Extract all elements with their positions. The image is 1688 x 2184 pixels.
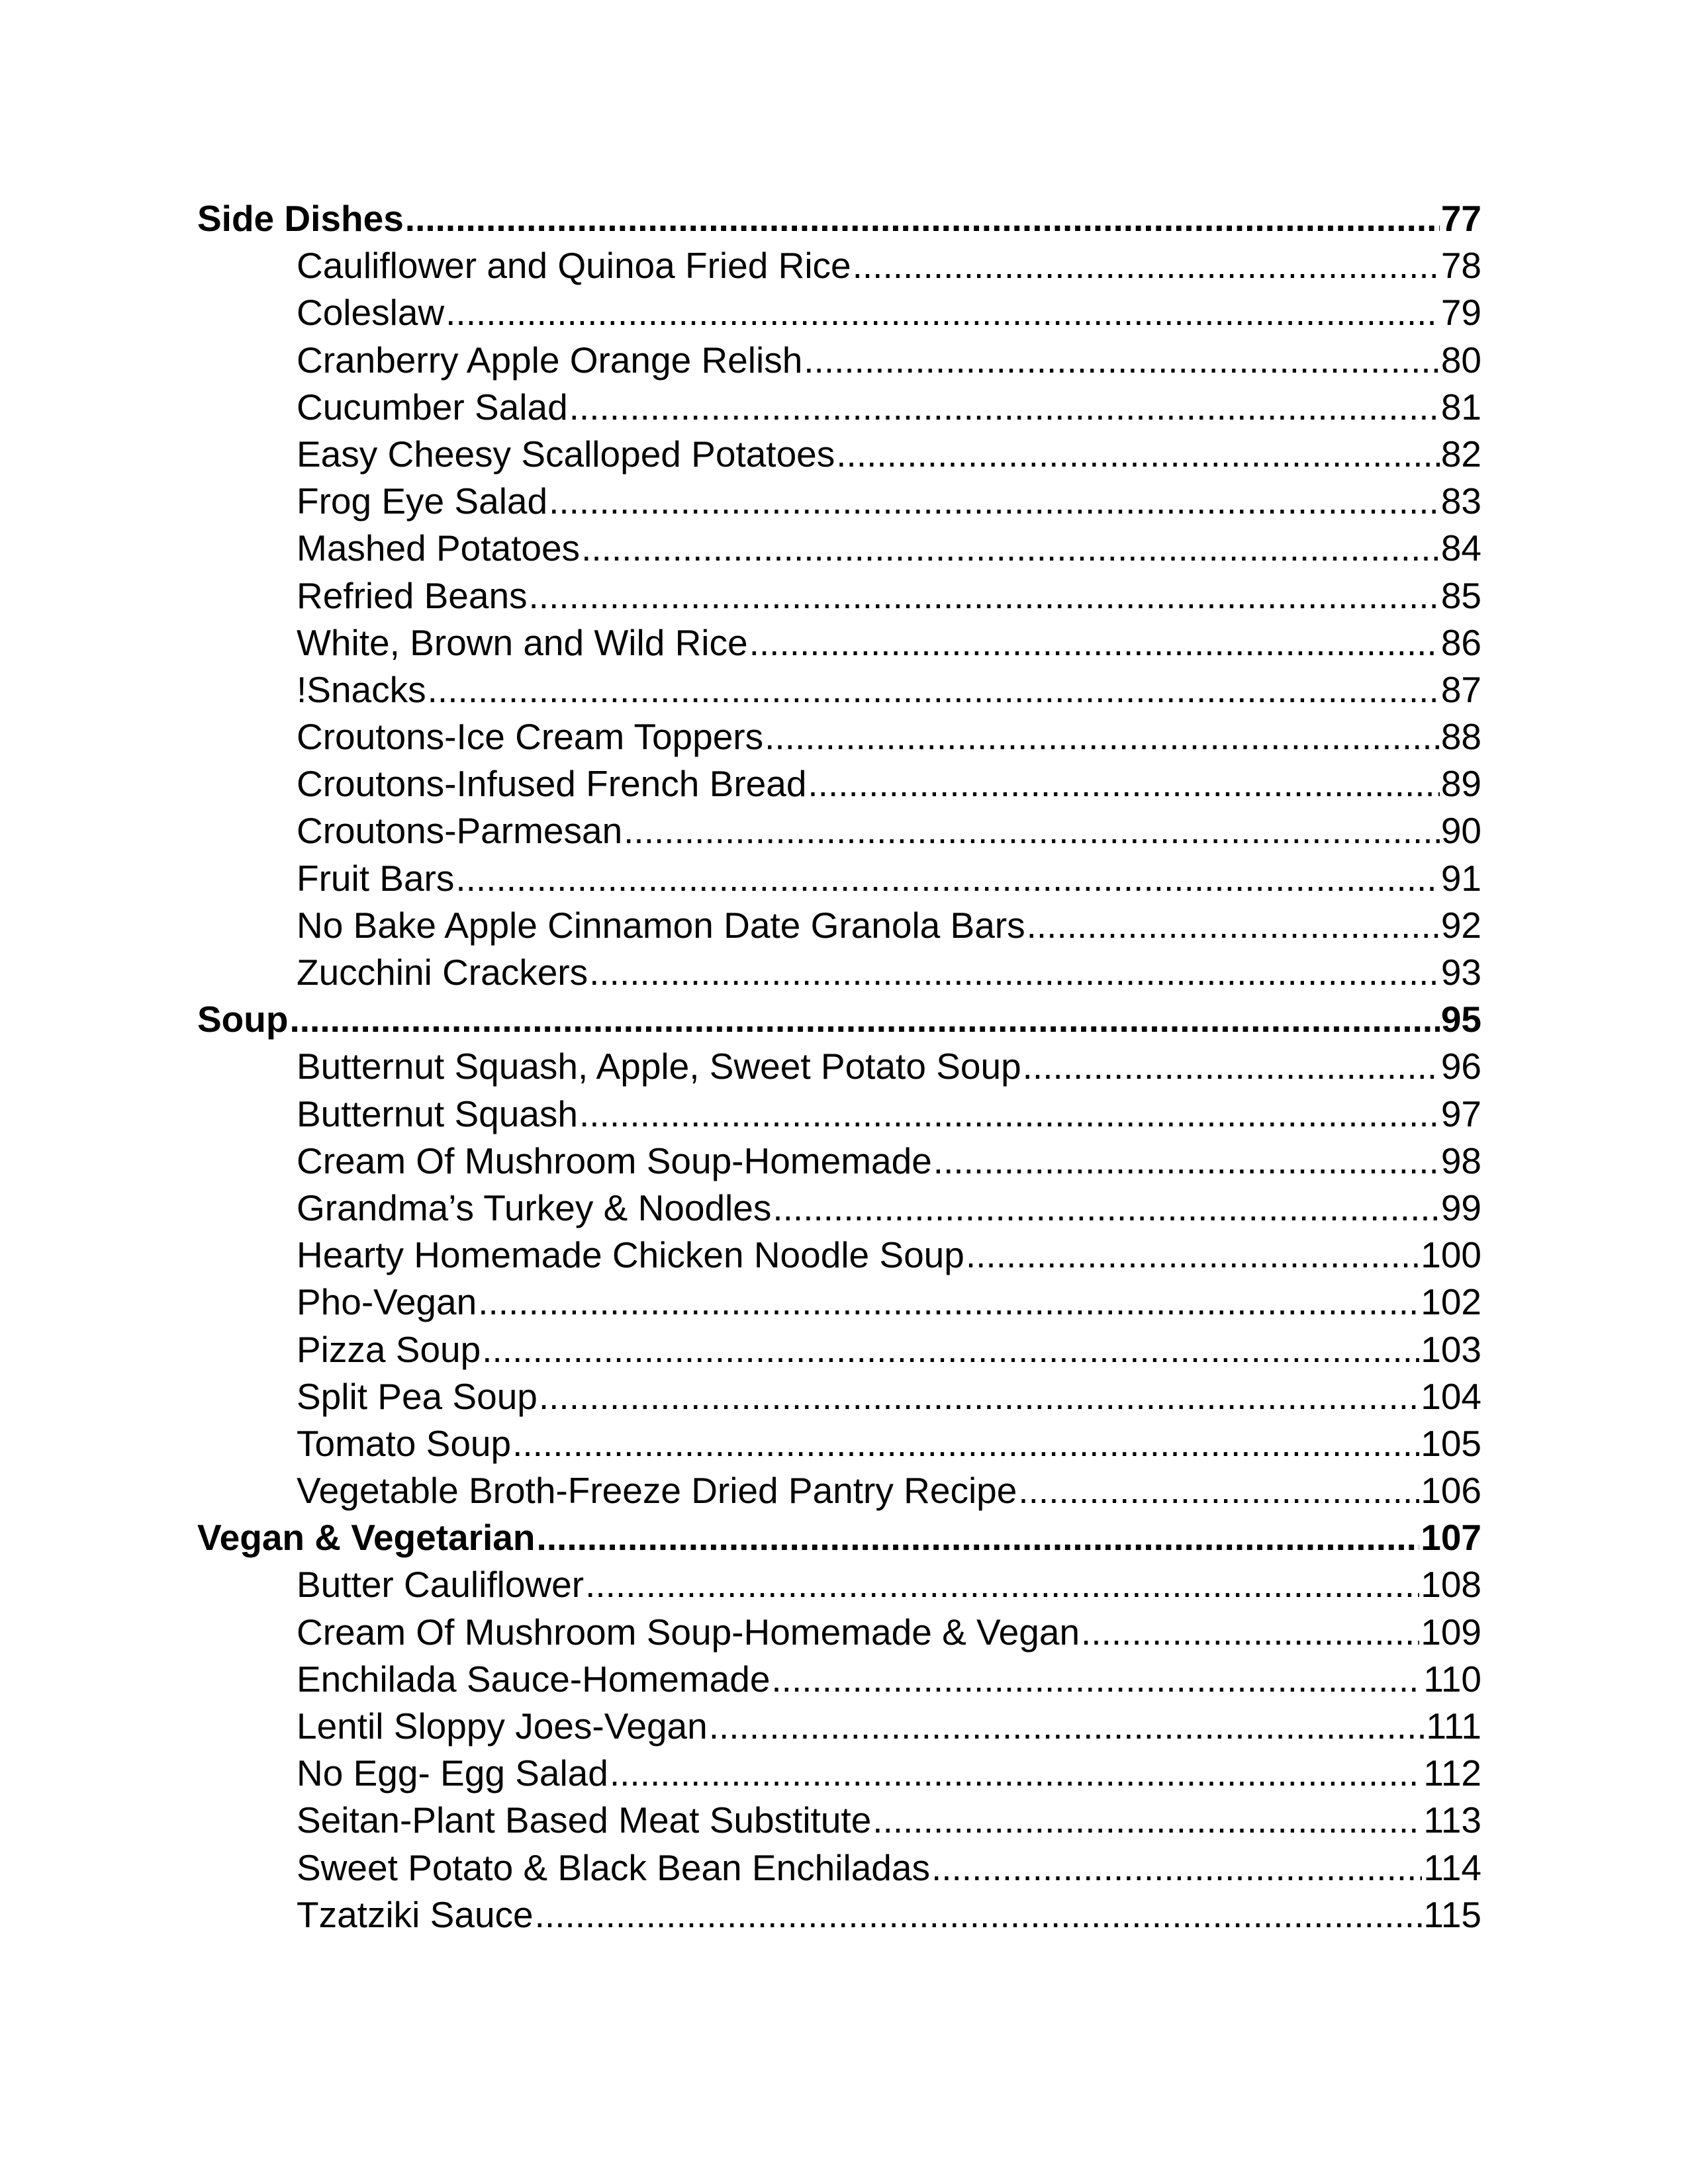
section-title: Side Dishes <box>197 198 404 239</box>
toc-entry[interactable] <box>197 337 1481 384</box>
entry-title: Cauliflower and Quinoa Fried Rice <box>297 245 851 287</box>
dot-leader <box>765 713 1440 760</box>
dot-leader <box>624 807 1440 854</box>
dot-leader <box>872 1797 1422 1844</box>
dot-leader <box>931 1844 1422 1891</box>
entry-title: Butternut Squash <box>297 1093 579 1134</box>
dot-leader <box>537 1514 1420 1561</box>
toc-entry[interactable] <box>197 1138 1481 1185</box>
entry-title: White, Brown and Wild Rice <box>297 621 748 663</box>
entry-title: !Snacks <box>297 668 426 710</box>
entry-title: Seitan-Plant Based Meat Substitute <box>297 1799 872 1841</box>
entry-title: Split Pea Soup <box>297 1375 538 1417</box>
dot-leader <box>933 1138 1440 1185</box>
page-number: 109 <box>1421 1611 1481 1653</box>
page-number: 97 <box>1440 1093 1481 1134</box>
page-number: 103 <box>1421 1328 1481 1370</box>
page-number: 111 <box>1426 1706 1481 1747</box>
page-number: 79 <box>1440 292 1481 334</box>
entry-title: Pizza Soup <box>297 1328 481 1370</box>
entry-title: No Bake Apple Cinnamon Date Granola Bars <box>297 904 1025 946</box>
dot-leader <box>771 1656 1422 1703</box>
entry-title: Refried Beans <box>297 574 528 616</box>
dot-leader <box>529 572 1440 619</box>
dot-leader <box>482 1326 1419 1373</box>
entry-title: Grandma’s Turkey & Noodles <box>297 1187 772 1228</box>
page-number: 98 <box>1440 1140 1481 1181</box>
dot-leader <box>853 242 1440 289</box>
section-title: Soup <box>197 999 289 1040</box>
toc-entry[interactable] <box>197 1797 1481 1844</box>
dot-leader <box>512 1420 1419 1467</box>
entry-title: Hearty Homemade Chicken Noodle Soup <box>297 1234 964 1276</box>
page-number: 85 <box>1440 574 1481 616</box>
toc-entry[interactable] <box>197 619 1481 666</box>
dot-leader <box>589 949 1440 996</box>
toc-section-heading[interactable] <box>197 1514 1481 1561</box>
dot-leader <box>610 1750 1422 1797</box>
toc-entry[interactable] <box>197 760 1481 807</box>
toc-entry[interactable] <box>197 1420 1481 1467</box>
page-number: 108 <box>1421 1564 1481 1606</box>
page-number: 78 <box>1440 245 1481 287</box>
toc-entry[interactable] <box>197 1609 1481 1656</box>
toc-entry[interactable] <box>197 525 1481 572</box>
page-number: 89 <box>1440 763 1481 805</box>
entry-title: Tzatziki Sauce <box>297 1893 534 1935</box>
entry-title: Croutons-Ice Cream Toppers <box>297 716 764 758</box>
entry-title: Butternut Squash, Apple, Sweet Potato Soup <box>297 1046 1021 1087</box>
toc-entry[interactable] <box>197 1467 1481 1514</box>
dot-leader <box>1027 902 1440 949</box>
dot-leader <box>478 1279 1419 1326</box>
entry-title: Fruit Bars <box>297 857 455 899</box>
entry-title: Croutons-Infused French Bread <box>297 763 807 805</box>
toc-entry[interactable] <box>197 1279 1481 1326</box>
toc-entry[interactable] <box>197 431 1481 478</box>
page-number: 91 <box>1440 857 1481 899</box>
toc-entry[interactable] <box>197 1561 1481 1608</box>
toc-entry[interactable] <box>197 713 1481 760</box>
entry-title: Zucchini Crackers <box>297 952 588 993</box>
dot-leader <box>709 1703 1425 1750</box>
entry-title: Cream Of Mushroom Soup-Homemade & Vegan <box>297 1611 1080 1653</box>
entry-title: Easy Cheesy Scalloped Potatoes <box>297 433 835 475</box>
page-number: 92 <box>1440 904 1481 946</box>
page-number: 84 <box>1440 527 1481 569</box>
toc-entry[interactable] <box>197 1091 1481 1138</box>
page-number: 105 <box>1421 1422 1481 1464</box>
toc-entry[interactable] <box>197 1703 1481 1750</box>
dot-leader <box>579 1091 1440 1138</box>
dot-leader <box>405 195 1440 242</box>
page-number: 82 <box>1440 433 1481 475</box>
dot-leader <box>428 666 1440 713</box>
page-number: 83 <box>1440 480 1481 522</box>
entry-title: Butter Cauliflower <box>297 1564 585 1606</box>
toc-entry[interactable] <box>197 807 1481 854</box>
toc-entry[interactable] <box>197 855 1481 902</box>
toc-entry[interactable] <box>197 1185 1481 1232</box>
page-number: 114 <box>1423 1846 1481 1888</box>
toc-entry[interactable] <box>197 1326 1481 1373</box>
entry-title: Vegetable Broth-Freeze Dried Pantry Recipe <box>297 1470 1017 1512</box>
entry-title: No Egg- Egg Salad <box>297 1752 608 1794</box>
page-number: 77 <box>1440 198 1481 239</box>
dot-leader <box>1018 1467 1419 1514</box>
dot-leader <box>445 289 1440 336</box>
page-number: 110 <box>1423 1658 1481 1700</box>
toc-entry[interactable] <box>197 1844 1481 1891</box>
dot-leader <box>1023 1043 1440 1090</box>
page-number: 86 <box>1440 621 1481 663</box>
dot-leader <box>549 478 1440 525</box>
page-number: 107 <box>1421 1517 1481 1559</box>
entry-title: Cucumber Salad <box>297 386 568 428</box>
page-number: 96 <box>1440 1046 1481 1087</box>
toc-entry[interactable] <box>197 902 1481 949</box>
toc-section-heading[interactable] <box>197 996 1481 1043</box>
dot-leader <box>585 1561 1419 1608</box>
page-number: 99 <box>1440 1187 1481 1228</box>
page-number: 113 <box>1423 1799 1481 1841</box>
toc-entry[interactable] <box>197 1656 1481 1703</box>
page-number: 106 <box>1421 1470 1481 1512</box>
dot-leader <box>455 855 1439 902</box>
entry-title: Sweet Potato & Black Bean Enchiladas <box>297 1846 930 1888</box>
toc-entry[interactable] <box>197 478 1481 525</box>
entry-title: Croutons-Parmesan <box>297 810 623 852</box>
entry-title: Cream Of Mushroom Soup-Homemade <box>297 1140 932 1181</box>
page-number: 115 <box>1423 1893 1481 1935</box>
dot-leader <box>808 760 1439 807</box>
toc-entry[interactable] <box>197 1891 1481 1938</box>
dot-leader <box>581 525 1440 572</box>
page-number: 93 <box>1440 952 1481 993</box>
entry-title: Lentil Sloppy Joes-Vegan <box>297 1706 708 1747</box>
dot-leader <box>966 1232 1419 1279</box>
toc-entry[interactable] <box>197 572 1481 619</box>
dot-leader <box>535 1891 1423 1938</box>
toc-entry[interactable] <box>197 242 1481 289</box>
table-of-contents <box>197 195 1481 1938</box>
page-number: 104 <box>1421 1375 1481 1417</box>
dot-leader <box>539 1373 1419 1420</box>
toc-entry[interactable] <box>197 1373 1481 1420</box>
dot-leader <box>289 996 1439 1043</box>
page-number: 100 <box>1421 1234 1481 1276</box>
dot-leader <box>836 431 1440 478</box>
entry-title: Frog Eye Salad <box>297 480 548 522</box>
dot-leader <box>569 384 1440 431</box>
entry-title: Coleslaw <box>297 292 445 334</box>
page-number: 102 <box>1421 1281 1481 1323</box>
entry-title: Pho-Vegan <box>297 1281 477 1323</box>
dot-leader <box>749 619 1440 666</box>
page-number: 88 <box>1440 716 1481 758</box>
dot-leader <box>1081 1609 1419 1656</box>
toc-entry[interactable] <box>197 384 1481 431</box>
entry-title: Tomato Soup <box>297 1422 512 1464</box>
toc-section-heading[interactable] <box>197 195 1481 242</box>
toc-entry[interactable] <box>197 1750 1481 1797</box>
toc-entry[interactable] <box>197 949 1481 996</box>
dot-leader <box>804 337 1440 384</box>
entry-title: Cranberry Apple Orange Relish <box>297 339 803 381</box>
page-number: 81 <box>1440 386 1481 428</box>
page-number: 90 <box>1440 810 1481 852</box>
toc-entry[interactable] <box>197 1043 1481 1090</box>
page-number: 80 <box>1440 339 1481 381</box>
entry-title: Enchilada Sauce-Homemade <box>297 1658 771 1700</box>
toc-entry[interactable] <box>197 666 1481 713</box>
page-number: 95 <box>1440 999 1481 1040</box>
page-number: 112 <box>1423 1752 1481 1794</box>
toc-entry[interactable] <box>197 1232 1481 1279</box>
section-title: Vegan & Vegetarian <box>197 1517 536 1559</box>
page-number: 87 <box>1440 668 1481 710</box>
toc-entry[interactable] <box>197 289 1481 336</box>
entry-title: Mashed Potatoes <box>297 527 581 569</box>
dot-leader <box>773 1185 1439 1232</box>
